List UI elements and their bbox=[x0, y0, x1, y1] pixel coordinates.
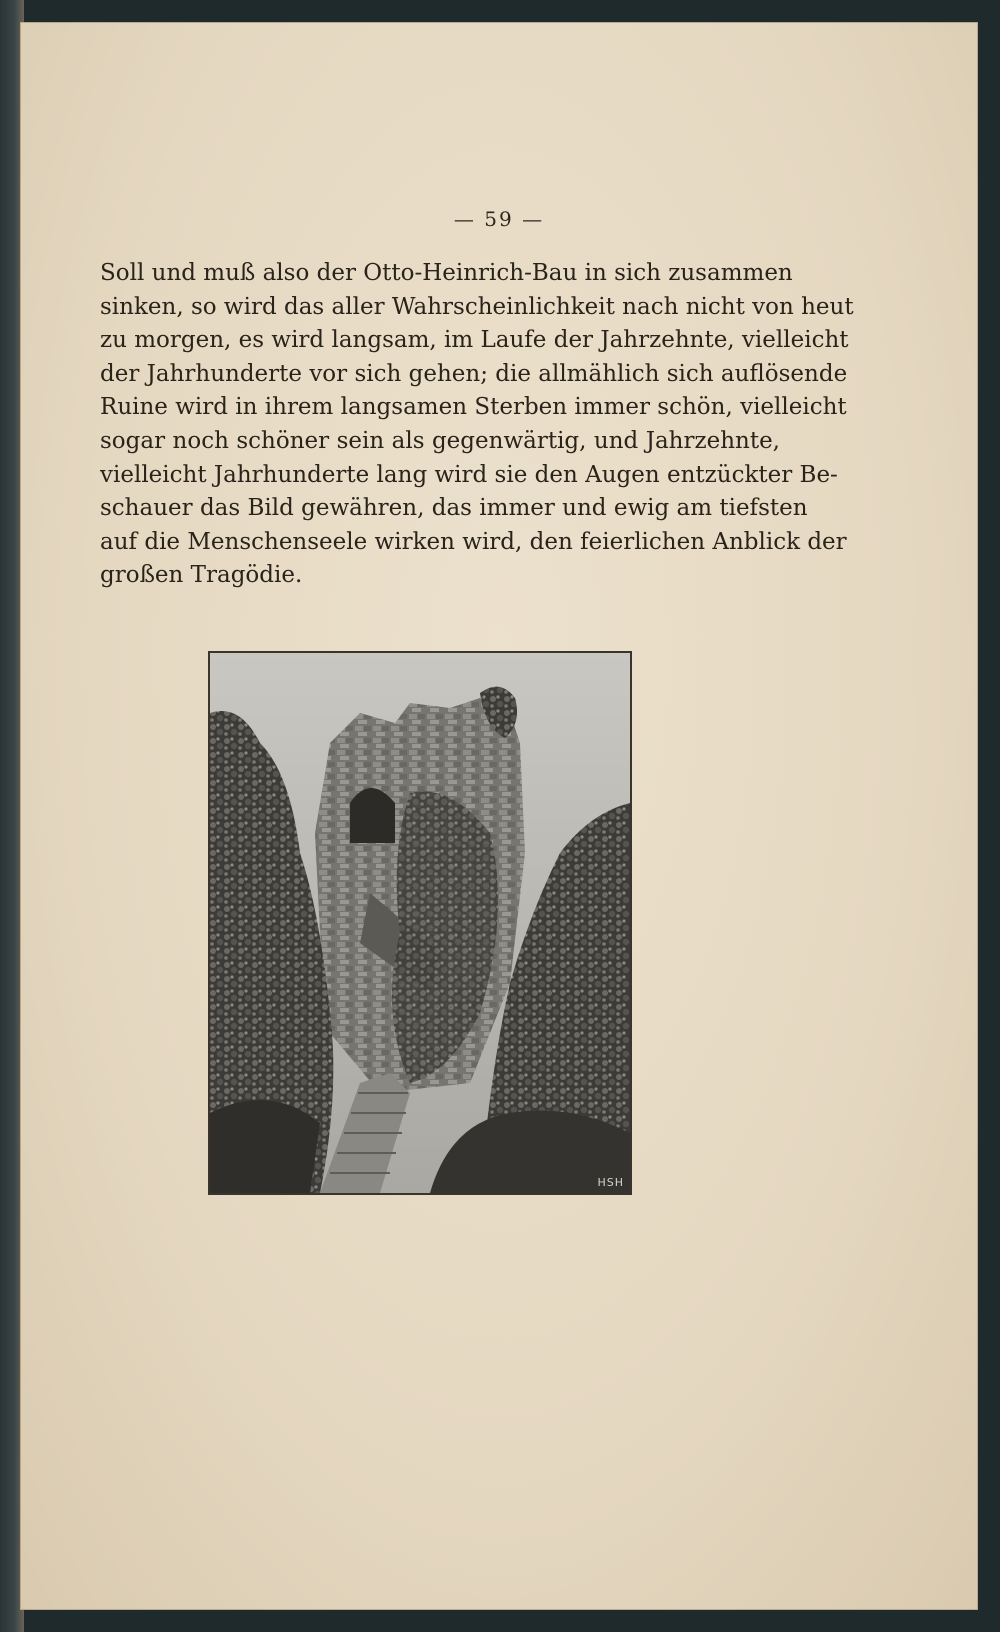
page-number: — 59 — bbox=[453, 207, 545, 231]
ruin-photograph bbox=[208, 651, 632, 1195]
text-line: großen Tragödie. bbox=[100, 562, 303, 589]
photo-monogram: HSH bbox=[597, 1176, 624, 1189]
text-line: der Jahrhunderte vor sich gehen; die allmählich sich auflösende bbox=[100, 360, 848, 387]
ruin-photo-illustration bbox=[210, 653, 630, 1193]
book-page bbox=[20, 22, 978, 1610]
body-text bbox=[100, 257, 854, 593]
text-line: schauer das Bild gewähren, das immer und ewig am tiefsten bbox=[100, 495, 808, 522]
text-line: vielleicht Jahrhunderte lang wird sie den Augen entzückter Be- bbox=[100, 461, 838, 488]
text-line: auf die Menschenseele wirken wird, den feierlichen Anblick der bbox=[100, 528, 847, 555]
text-line: sinken, so wird das aller Wahrscheinlichkeit nach nicht von heut bbox=[100, 293, 854, 320]
text-line: zu morgen, es wird langsam, im Laufe der Jahrzehnte, vielleicht bbox=[100, 327, 849, 354]
text-line: Ruine wird in ihrem langsamen Sterben immer schön, vielleicht bbox=[100, 394, 847, 421]
text-line: Soll und muß also der Otto-Heinrich-Bau in sich zusammen bbox=[100, 260, 793, 286]
text-line: sogar noch schöner sein als gegenwärtig, und Jahrzehnte, bbox=[100, 427, 780, 454]
